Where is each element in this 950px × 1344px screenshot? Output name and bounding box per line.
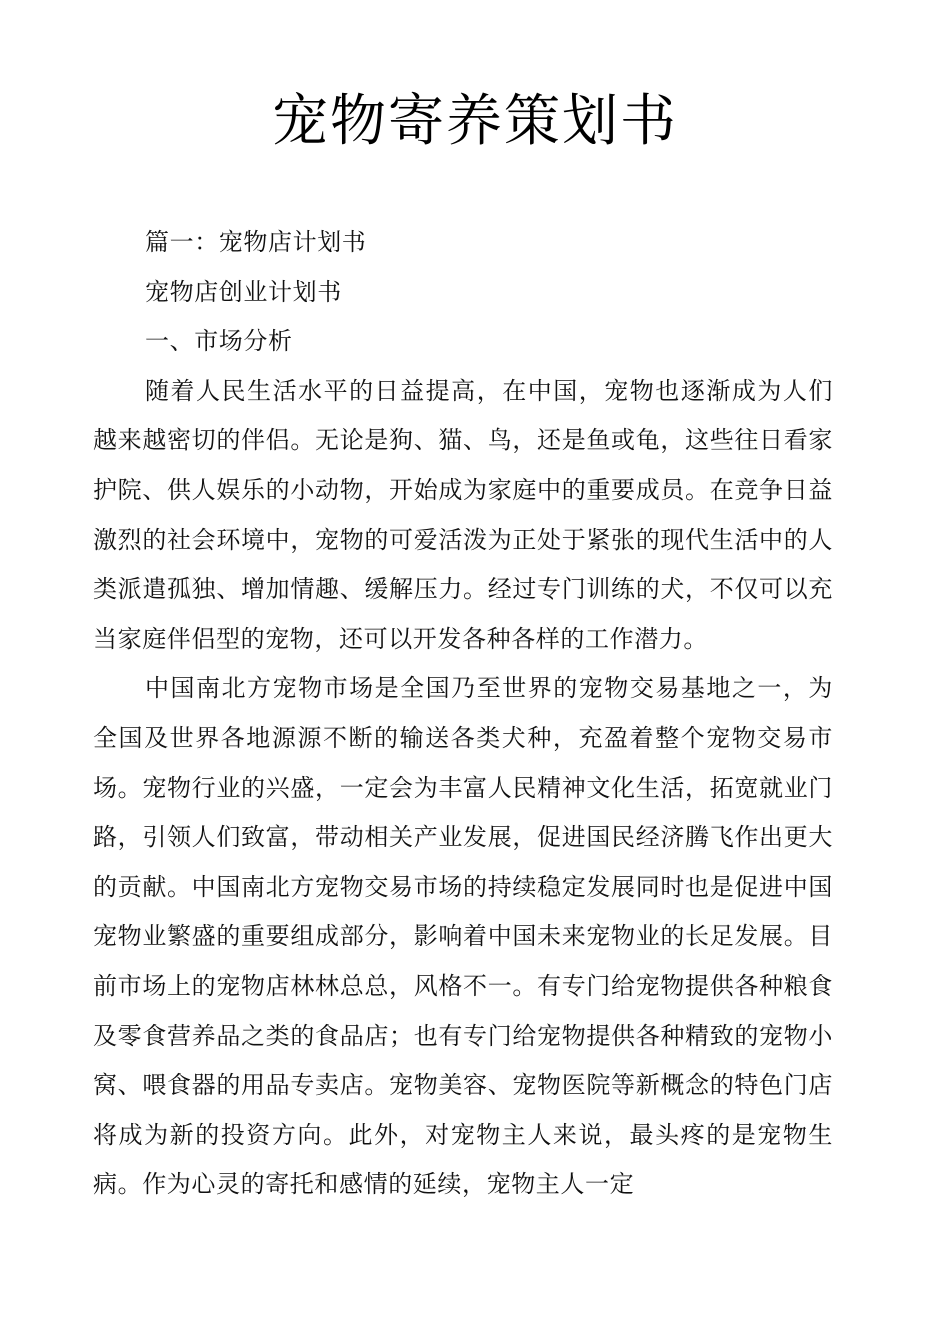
paragraph: 中国南北方宠物市场是全国乃至世界的宠物交易基地之一，为全国及世界各地源源不断的输送各类犬种，充盈着整个宠物交易市场。宠物行业的兴盛，一定会为丰富人民精神文化生活，拓宽就业门路，引领人们致富，带动相关产业发展，促进国民经济腾飞作出更大的贡献。中国南北方宠物交易市场的持续稳定发展同时也是促进中国宠物业繁盛的重要组成部分，影响着中国未来宠物业的长足发展。目前市场上的宠物店林林总总，风格不一。有专门给宠物提供各种粮食及零食营养品之类的食品店；也有专门给宠物提供各种精致的宠物小窝、喂食器的用品专卖店。宠物美容、宠物医院等新概念的特色门店将成为新的投资方向。此外，对宠物主人来说，最头疼的是宠物生病。作为心灵的寄托和感情的延续，宠物主人一定 [93,674,833,1199]
paragraph: 随着人民生活水平的日益提高，在中国，宠物也逐渐成为人们越来越密切的伴侣。无论是狗、猫、鸟，还是鱼或龟，这些往日看家护院、供人娱乐的小动物，开始成为家庭中的重要成员。在竞争日益激烈的社会环境中，宠物的可爱活泼为正处于紧张的现代生活中的人类派遣孤独、增加情趣、缓解压力。经过专门训练的犬，不仅可以充当家庭伴侣型的宠物，还可以开发各种各样的工作潜力。 [93,376,833,653]
section-heading-market-analysis: 一、市场分析 [145,327,293,356]
document-body [93,218,833,1210]
document-title: 宠物寄养策划书 [272,89,678,154]
section-heading-part-one: 篇一：宠物店计划书 [145,228,367,256]
section-heading-plan: 宠物店创业计划书 [145,277,342,306]
